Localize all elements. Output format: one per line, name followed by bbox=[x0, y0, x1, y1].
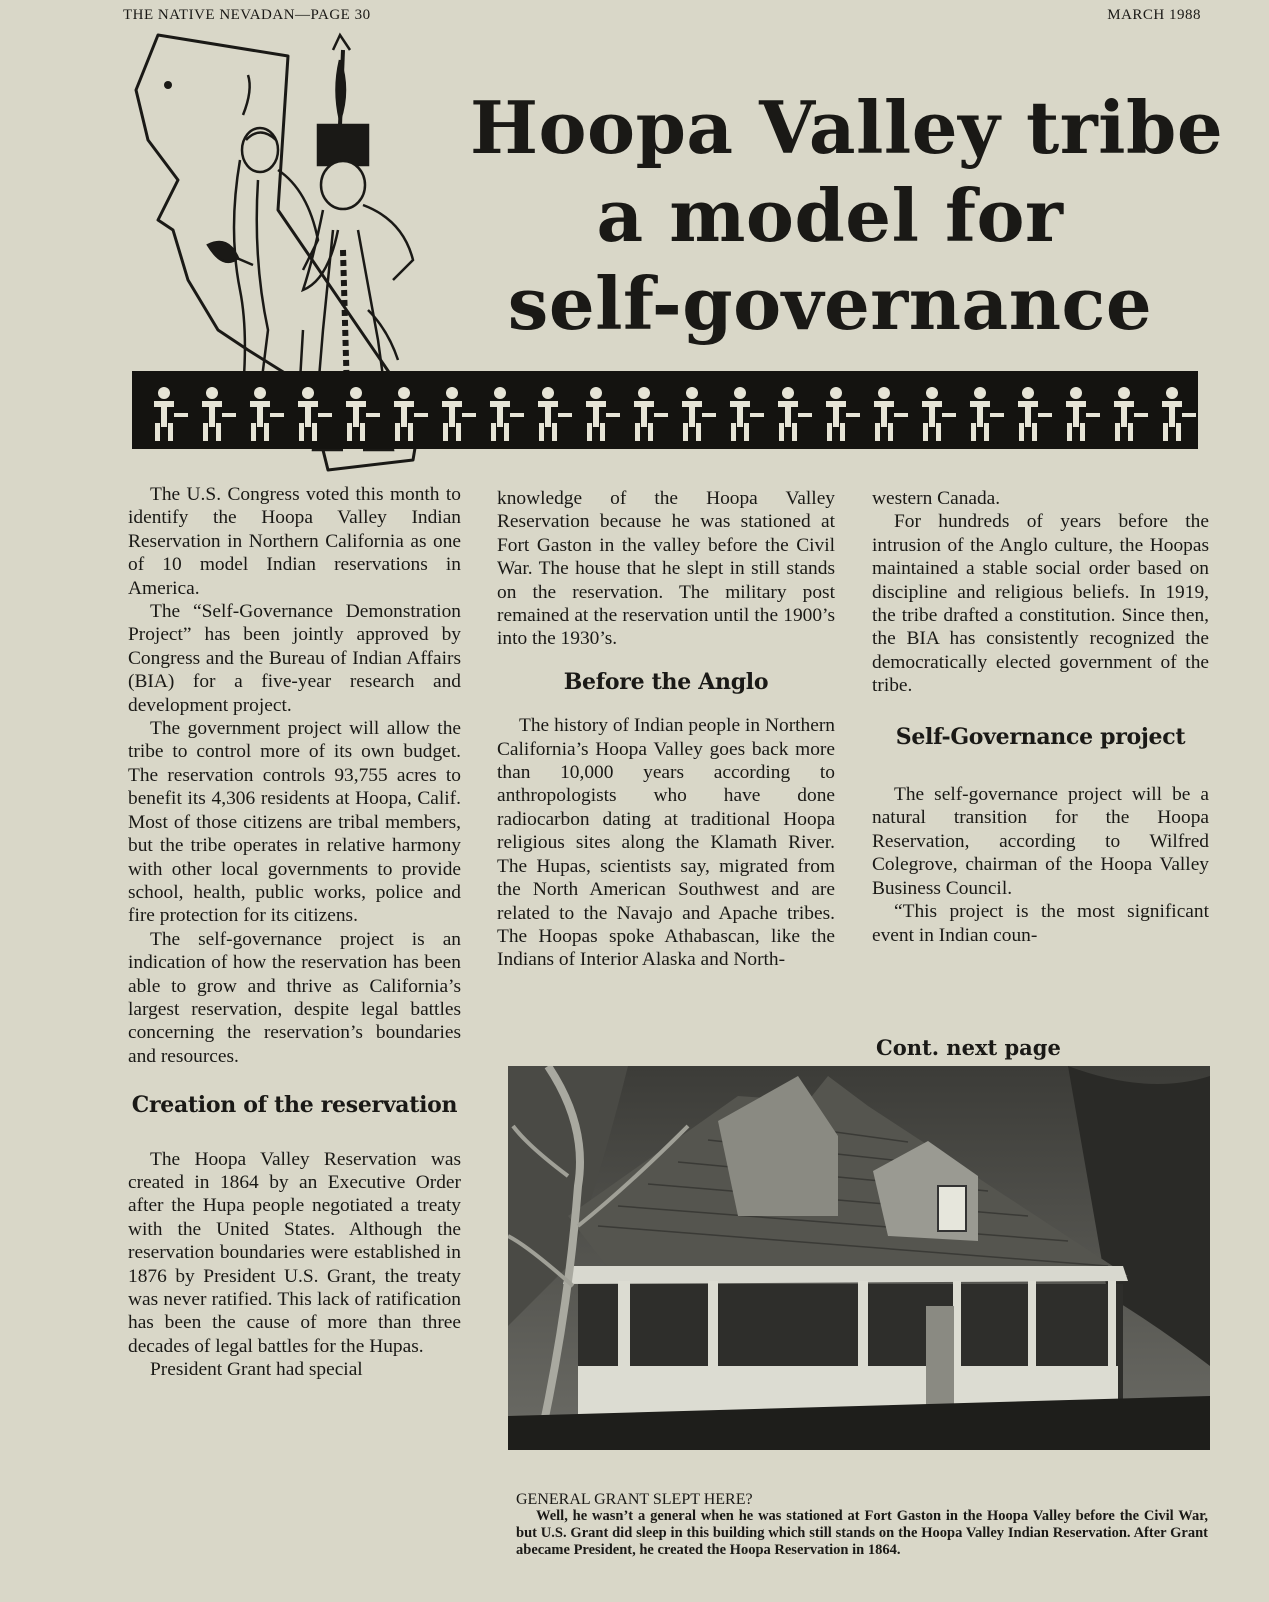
caption-title: GENERAL GRANT SLEPT HERE? bbox=[516, 1491, 753, 1508]
house-photo bbox=[508, 1066, 1210, 1450]
col3-paragraph-1: western Canada. bbox=[872, 488, 1001, 509]
col1-paragraph-3: The government project will allow the tribe to control more of its own budget. The reservation controls 93,755 acres to benefit its 4,306 residents at Hoopa, Calif. Most of those citizens are tribal members, but the tribe operates in relative harmony with other local governments to provide school, health, public works, police and fire protection for its citizens. bbox=[128, 718, 461, 927]
col2-paragraph-1: knowledge of the Hoopa Valley Reservation because he was stationed at Fort Gaston in the valley before the Civil War. The house that he slept in still stands on the reservation. The military post remained at the reservation until the 1900’s into the 1930’s. bbox=[497, 488, 835, 650]
subheading-self-governance: Self-Governance project bbox=[895, 723, 1186, 750]
headline bbox=[470, 84, 1224, 348]
col3-paragraph-2: For hundreds of years before the intrusion of the Anglo culture, the Hoopas maintained a stable social order based on discipline and religious beliefs. In 1919, the tribe drafted a constitution. Since then, the BIA has consistently recognized the democratically elected government of the tribe. bbox=[872, 511, 1209, 697]
decorative-figure-band bbox=[132, 371, 1198, 449]
col1-paragraph-5: The Hoopa Valley Reservation was created in 1864 by an Executive Order after the Hupa people negotiated a treaty with the United States. Although the reservation boundaries were established in 1876 by President U.S. Grant, the treaty was never ratified. This lack of ratification has been the cause of more than three decades of legal battles for the Hupas. bbox=[128, 1148, 461, 1357]
col3-paragraph-3: The self-governance project will be a natural transition for the Hoopa Reservation, according to Wilfred Colegrove, chairman of the Hoopa Valley Business Council. bbox=[872, 784, 1209, 899]
running-head-right: MARCH 1988 bbox=[1107, 7, 1201, 23]
headline-line-3: self-governance bbox=[507, 261, 1153, 346]
photo-caption bbox=[516, 1491, 1208, 1559]
col1-paragraph-4: The self-governance project is an indication of how the reservation has been able to grow and thrive as California’s largest reservation, despite legal battles concerning the reservation’s boundaries and resources. bbox=[128, 928, 461, 1067]
running-head-left: THE NATIVE NEVADAN—PAGE 30 bbox=[123, 7, 371, 23]
article-column-1 bbox=[128, 483, 461, 1382]
headline-line-1: Hoopa Valley tribe bbox=[470, 85, 1224, 170]
continued-next-page: Cont. next page bbox=[876, 1035, 1061, 1060]
article-column-2 bbox=[497, 487, 835, 972]
col2-paragraph-2: The history of Indian people in Northern California’s Hoopa Valley goes back more than 10,000 years according to anthropologists who have done radiocarbon dating at traditional Hoopa religious sites along the Klamath River. The Hupas, scientists say, migrated from the North American Southwest and are related to the Navajo and Apache tribes. The Hoopas spoke Athabascan, like the Indians of Interior Alaska and North- bbox=[497, 715, 835, 971]
col1-paragraph-6: President Grant had special bbox=[150, 1359, 363, 1381]
subheading-creation: Creation of the reservation bbox=[131, 1092, 458, 1119]
caption-body: Well, he wasn’t a general when he was stationed at Fort Gaston in the Hoopa Valley before the Civil War, but U.S. Grant did sleep in this building which still stands on the Hoopa Valley Indian Reservation. After Grant abecame President, he created the Hoopa Reservation in 1864. bbox=[516, 1508, 1208, 1558]
subheading-before-the-anglo: Before the Anglo bbox=[563, 668, 769, 695]
col1-paragraph-1: The U.S. Congress voted this month to identify the Hoopa Valley Indian Reservation in Northern California as one of 10 model Indian reservations in America. bbox=[128, 484, 461, 599]
headline-line-2: a model for bbox=[596, 173, 1064, 258]
col3-paragraph-4: “This project is the most significant event in Indian coun- bbox=[872, 901, 1209, 946]
article-column-3 bbox=[872, 487, 1209, 947]
col1-paragraph-2: The “Self-Governance Demonstration Project” has been jointly approved by Congress and the Bureau of Indian Affairs (BIA) for a five-year research and development project. bbox=[128, 601, 461, 716]
